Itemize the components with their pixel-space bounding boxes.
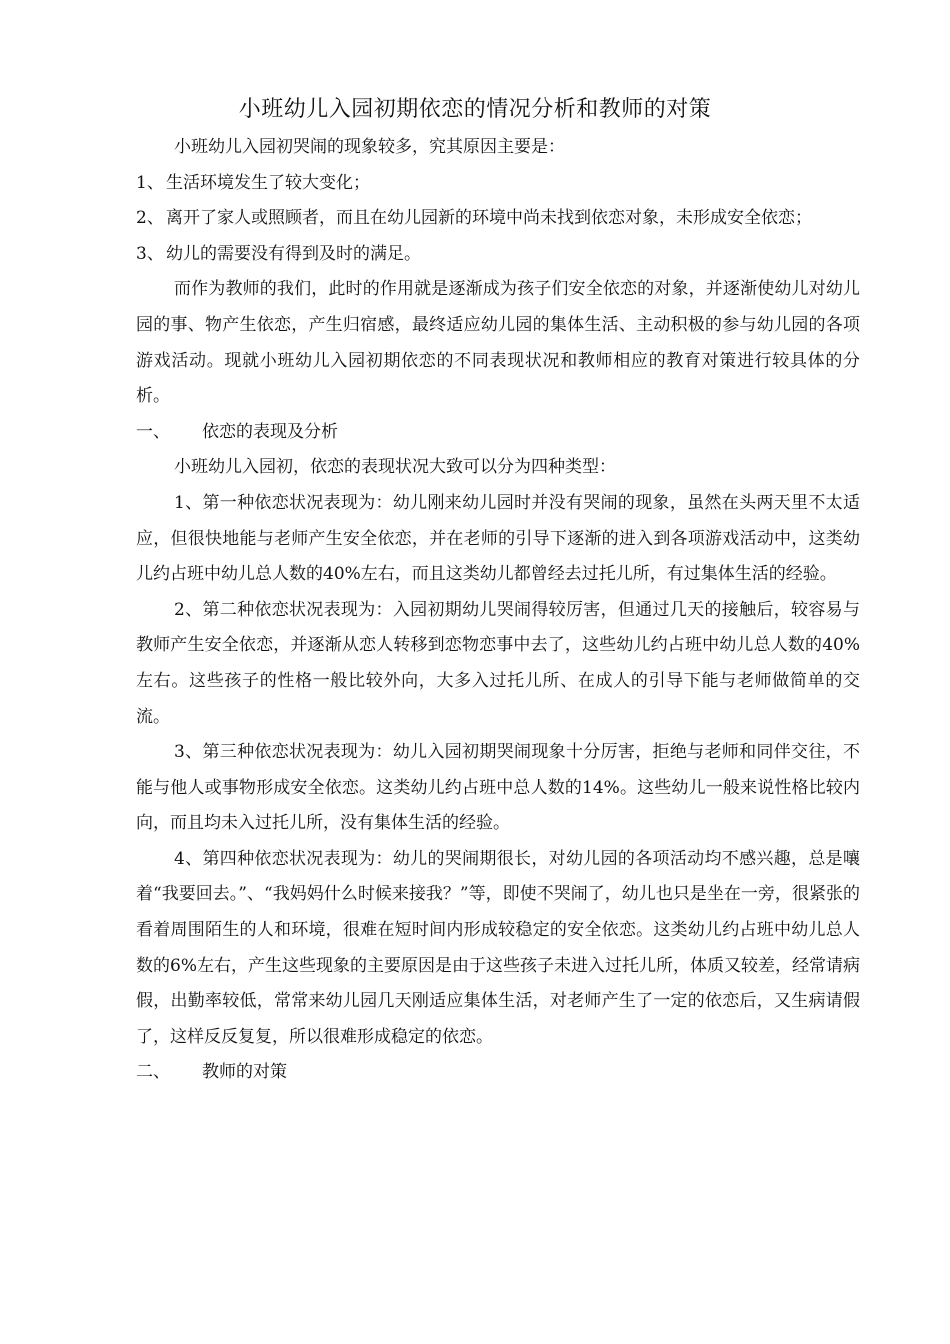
reason-item-2 — [136, 201, 860, 237]
type-paragraph-2: 2、第二种依恋状况表现为：入园初期幼儿哭闹得较厉害，但通过几天的接触后，较容易与教师产生安全依恋，并逐渐从恋人转移到恋物恋事中去了，这些幼儿约占班中幼儿总人数的40%左右。这些孩子的性格一般比较外向，大多入过托儿所、在成人的引导下能与老师做简单的交流。 — [136, 599, 860, 727]
reason-item-1 — [136, 166, 860, 202]
reason-number: 1、 — [136, 172, 164, 193]
section-number: 一、 — [136, 421, 170, 442]
reason-item-3 — [136, 237, 860, 273]
intro-paragraph: 小班幼儿入园初哭闹的现象较多，究其原因主要是： — [174, 137, 565, 157]
section-title: 教师的对策 — [202, 1062, 287, 1083]
page-title: 小班幼儿入园初期依恋的情况分析和教师的对策 — [238, 97, 712, 122]
type-paragraph-4: 4、第四种依恋状况表现为：幼儿的哭闹期很长，对幼儿园的各项活动均不感兴趣，总是嚷着“我要回去。”、“我妈妈什么时候来接我？”等，即使不哭闹了，幼儿也只是坐在一旁，很紧张的看着周围陌生的人和环境，很难在短时间内形成较稳定的安全依恋。这类幼儿约占班中幼儿总人数的6%左右，产生这些现象的主要原因是由于这些孩子未进入过托儿所，体质又较差，经常请病假，出勤率较低，常常来幼儿园几天刚适应集体生活，对老师产生了一定的依恋后，又生病请假了，这样反反复复，所以很难形成稳定的依恋。 — [136, 848, 860, 1047]
document-body — [136, 130, 860, 1091]
section-heading-2 — [136, 1055, 860, 1091]
type-paragraph-3: 3、第三种依恋状况表现为：幼儿入园初期哭闹现象十分厉害，拒绝与老师和同伴交往，不能与他人或事物形成安全依恋。这类幼儿约占班中总人数的14%。这些幼儿一般来说性格比较内向，而且均未入过托儿所，没有集体生活的经验。 — [136, 742, 860, 834]
reason-number: 2、 — [136, 208, 164, 229]
reason-text: 离开了家人或照顾者，而且在幼儿园新的环境中尚未找到依恋对象，未形成安全依恋； — [166, 208, 812, 229]
section-title: 依恋的表现及分析 — [202, 421, 338, 442]
reason-number: 3、 — [136, 243, 164, 264]
reason-text: 幼儿的需要没有得到及时的满足。 — [166, 243, 421, 264]
section-heading-1 — [136, 415, 860, 451]
type-paragraph-1: 1、第一种依恋状况表现为：幼儿刚来幼儿园时并没有哭闹的现象，虽然在头两天里不太适应，但很快地能与老师产生安全依恋，并在老师的引导下逐渐的进入到各项游戏活动中，这类幼儿约占班中幼儿总人数的40%左右，而且这类幼儿都曾经去过托儿所，有过集体生活的经验。 — [136, 492, 860, 585]
role-paragraph: 而作为教师的我们，此时的作用就是逐渐成为孩子们安全依恋的对象，并逐渐使幼儿对幼儿园的事、物产生依恋，产生归宿感，最终适应幼儿园的集体生活、主动积极的参与幼儿园的各项游戏活动。现就小班幼儿入园初期依恋的不同表现状况和教师相应的教育对策进行较具体的分析。 — [136, 279, 860, 407]
reason-text: 生活环境发生了较大变化； — [166, 172, 370, 193]
section-number: 二、 — [136, 1062, 170, 1083]
section1-intro: 小班幼儿入园初，依恋的表现状况大致可以分为四种类型： — [174, 457, 616, 478]
